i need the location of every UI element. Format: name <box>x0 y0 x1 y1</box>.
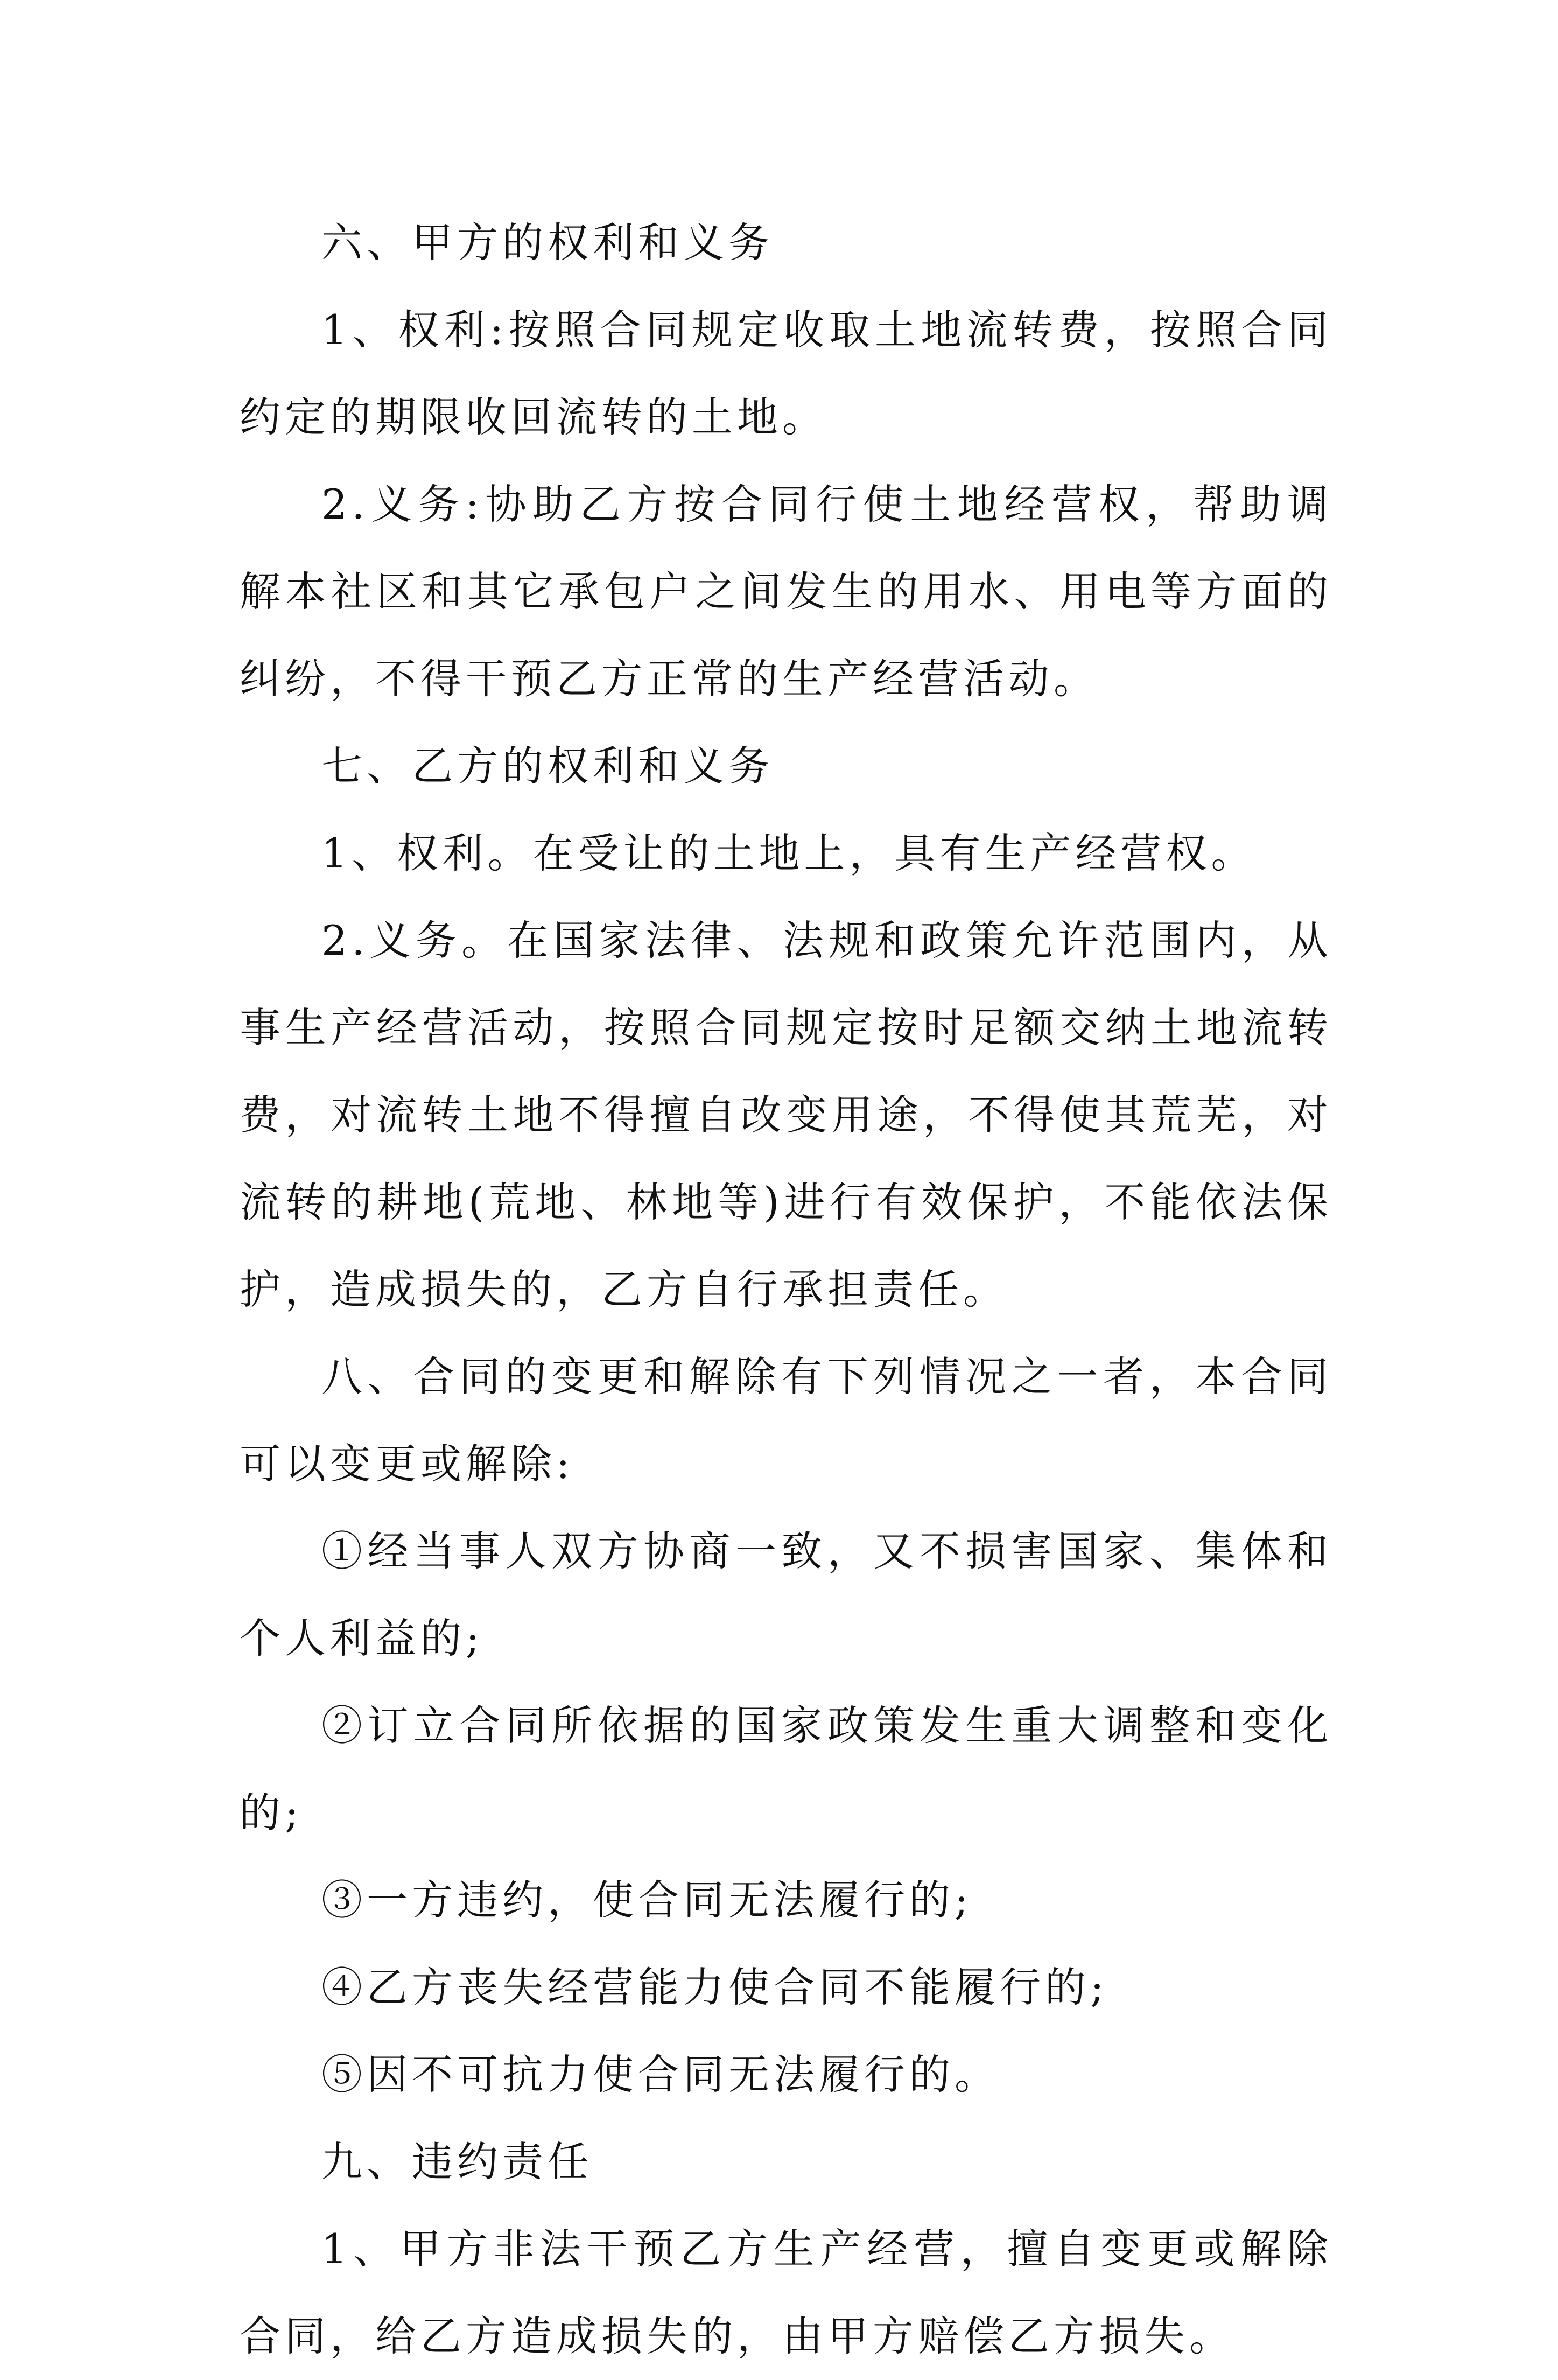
section-heading-9: 九、违约责任 <box>321 2138 593 2186</box>
list-item-condition-5: ⑤因不可抗力使合同无法履行的。 <box>321 2050 1000 2098</box>
list-item-condition-1: ①经当事人双方协商一致，又不损害国家、集体和个人利益的; <box>240 1527 1332 1662</box>
paragraph-party-b-obligations: 2.义务。在国家法律、法规和政策允许范围内，从事生产经营活动，按照合同规定按时足额交纳土地流转费，对流转土地不得擅自改变用途，不得使其荒芜，对流转的耕地(荒地、林地等)进行有效保护，不能依法保护，造成损失的，乙方自行承担责任。 <box>240 916 1332 1313</box>
list-item-condition-4: ④乙方丧失经营能力使合同不能履行的; <box>321 1963 1108 2011</box>
document-body <box>240 199 1332 2380</box>
paragraph-party-b-rights: 1、权利。在受让的土地上，具有生产经营权。 <box>321 829 1257 877</box>
paragraph-party-a-rights: 1、权利:按照合同规定收取土地流转费，按照合同约定的期限收回流转的土地。 <box>240 306 1332 441</box>
paragraph-party-a-obligations: 2.义务:协助乙方按合同行使土地经营权，帮助调解本社区和其它承包户之间发生的用水、用电等方面的纠纷，不得干预乙方正常的生产经营活动。 <box>240 480 1332 703</box>
list-item-condition-3: ③一方违约，使合同无法履行的; <box>321 1876 973 1924</box>
paragraph-breach-party-a: 1、甲方非法干预乙方生产经营，擅自变更或解除合同，给乙方造成损失的，由甲方赔偿乙方损失。 <box>240 2225 1332 2360</box>
section-heading-7: 七、乙方的权利和义务 <box>321 742 774 790</box>
section-heading-8: 八、合同的变更和解除有下列情况之一者，本合同可以变更或解除: <box>240 1353 1332 1488</box>
list-item-condition-2: ②订立合同所依据的国家政策发生重大调整和变化的; <box>240 1702 1332 1837</box>
section-heading-6: 六、甲方的权利和义务 <box>321 219 774 267</box>
